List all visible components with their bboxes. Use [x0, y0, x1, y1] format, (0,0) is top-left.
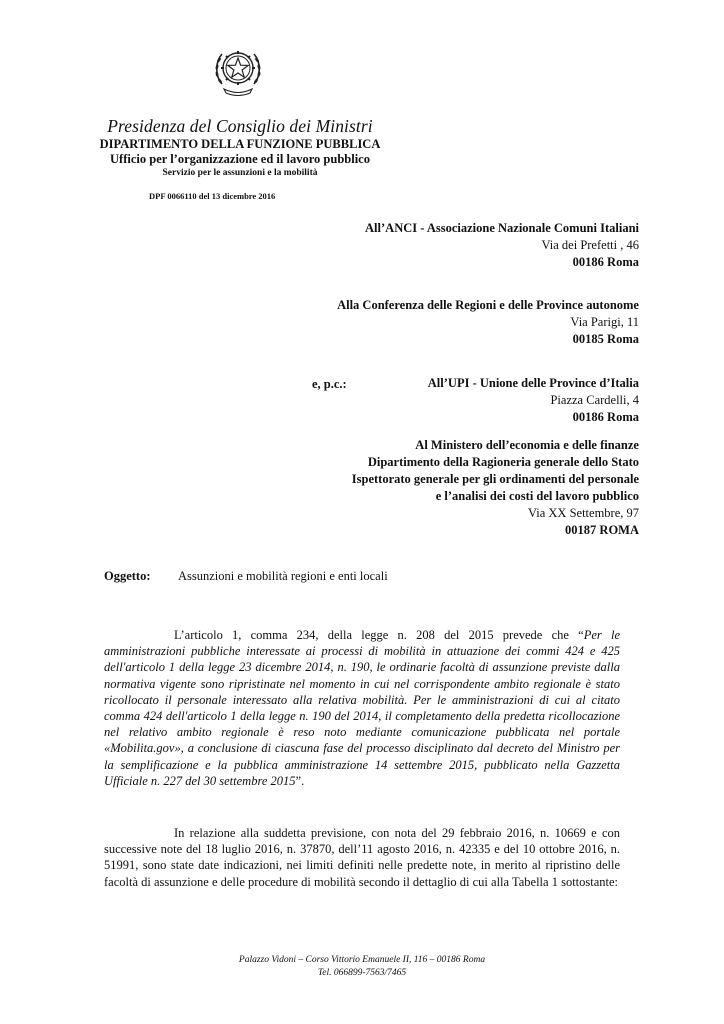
recipient-name: All’UPI - Unione delle Province d’Italia [427, 376, 639, 390]
recipient-upi [428, 375, 639, 426]
recipient-inspectorate: Ispettorato generale per gli ordinamenti del personale [351, 472, 639, 486]
recipient-city: 00187 ROMA [565, 523, 639, 537]
recipient-street: Via Parigi, 11 [570, 315, 639, 329]
paragraph-end: ”. [295, 773, 305, 788]
recipient-mef [352, 437, 639, 539]
protocol-number: DPF 0066110 del 13 dicembre 2016 [149, 191, 276, 201]
department-name: DIPARTIMENTO DELLA FUNZIONE PUBBLICA [99, 137, 381, 151]
recipient-street: Via XX Settembre, 97 [527, 506, 639, 520]
footer-phone: Tel. 066899-7563/7465 [317, 968, 407, 978]
body-paragraph-2: In relazione alla suddetta previsione, con nota del 29 febbraio 2016, n. 10669 e con successive note del 18 luglio 2016, n. 37870, dell’11 agosto 2016, n. 42335 e del 10 ottobre 2016, n. 51991, sono state date indicazioni, nei limiti definiti nelle predette note, in merito al ripristino delle facoltà di assunzione e delle procedure di mobilità secondo il dettaglio di cui alla Tabella 1 sottostante: [104, 826, 620, 889]
footer-address: Palazzo Vidoni – Corso Vittorio Emanuele II, 116 – 00186 Roma [238, 955, 486, 965]
recipient-street: Piazza Cardelli, 4 [550, 393, 639, 407]
recipient-inspectorate-cont: e l’analisi dei costi del lavoro pubblico [435, 489, 639, 503]
recipient-anci [365, 220, 639, 271]
institution-name: Presidenza del Consiglio dei Ministri [107, 116, 373, 136]
recipient-city: 00186 Roma [572, 255, 639, 269]
body-paragraph-1 [104, 627, 620, 789]
italian-republic-emblem-icon [212, 44, 264, 98]
office-name: Ufficio per l’organizzazione ed il lavoro pubblico [110, 152, 370, 166]
recipient-conferenza [337, 297, 639, 348]
subject-label: Oggetto: [104, 569, 151, 583]
recipient-name: All’ANCI - Associazione Nazionale Comuni Italiani [365, 221, 639, 235]
recipient-street: Via dei Prefetti , 46 [541, 238, 639, 252]
service-name: Servizio per le assunzioni e la mobilità [162, 168, 318, 178]
recipient-city: 00186 Roma [572, 410, 639, 424]
cc-label: e, p.c.: [312, 377, 347, 391]
recipient-department: Dipartimento della Ragioneria generale dello Stato [367, 455, 639, 469]
recipient-name: Alla Conferenza delle Regioni e delle Province autonome [337, 298, 639, 312]
subject-text: Assunzioni e mobilità regioni e enti locali [178, 569, 388, 583]
law-quote: Per le amministrazioni pubbliche interessate ai processi di mobilità in attuazione dei commi 424 e 425 dell'articolo 1 della legge 23 dicembre 2014, n. 190, le ordinarie facoltà di assunzione previste dalla normativa vigente sono ripristinate nel momento in cui nel corrispondente ambito regionale è stato ricollocato il personale interessato alla relativa mobilità. Per le amministrazioni di cui al citato comma 424 dell'articolo 1 della legge n. 190 del 2014, il completamento della predetta ricollocazione nel relativo ambito regionale è reso noto mediante comunicazione pubblicata nel portale «Mobilita.gov», a conclusione di ciascuna fase del processo disciplinato dal decreto del Ministro per la semplificazione e la pubblica amministrazione 14 settembre 2015, pubblicato nella Gazzetta Ufficiale n. 227 del 30 settembre 2015 [104, 628, 620, 788]
paragraph-intro: L’articolo 1, comma 234, della legge n. 208 del 2015 prevede che “ [174, 628, 584, 642]
recipient-city: 00185 Roma [572, 332, 639, 346]
recipient-name: Al Ministero dell’economia e delle finanze [415, 438, 639, 452]
